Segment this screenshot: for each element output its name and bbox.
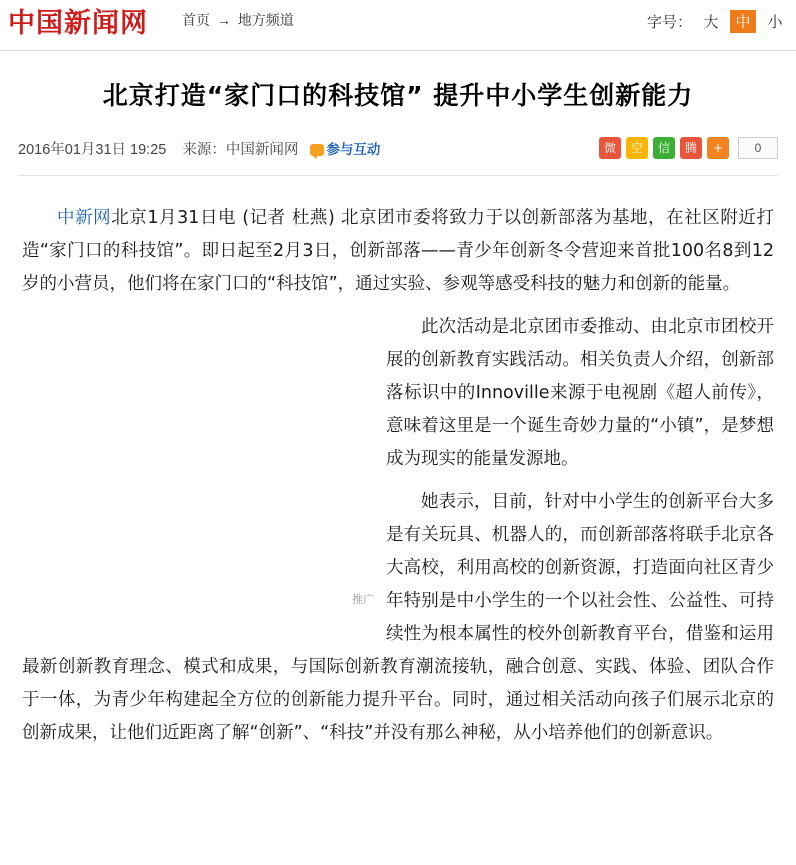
advertisement-block[interactable] xyxy=(22,319,374,619)
breadcrumb-separator-icon: → xyxy=(216,12,231,28)
article-paragraph-1 xyxy=(22,202,774,301)
page-title: 北京打造“家门口的科技馆” 提升中小学生创新能力 xyxy=(102,81,694,110)
join-interaction-link[interactable] xyxy=(310,139,380,161)
font-size-switcher xyxy=(647,10,788,33)
source-label: 来源： xyxy=(182,142,226,158)
site-logo[interactable]: 中国新闻网 xyxy=(8,8,148,39)
share-count[interactable]: 0 xyxy=(738,137,778,159)
font-size-medium-button[interactable]: 中 xyxy=(730,10,756,33)
share-bar xyxy=(599,137,778,159)
publish-date: 2016年01月31日 19:25 xyxy=(18,142,167,158)
join-interaction-label: 参与互动 xyxy=(326,142,381,157)
qzone-icon[interactable]: 空 xyxy=(626,137,648,159)
article-meta-bar xyxy=(18,137,778,176)
site-header xyxy=(0,0,796,51)
breadcrumb-current[interactable]: 地方频道 xyxy=(237,12,294,28)
ad-label: 推广 xyxy=(352,594,374,606)
wechat-icon[interactable]: 信 xyxy=(653,137,675,159)
article-paragraph-1-text: 北京1月31日电 (记者 杜燕) 北京团市委将致力于以创新部落为基地，在社区附近打造“家门口的科技馆”。即日起至2月3日，创新部落——青少年创新冬令营迎来首批100名8到12岁的小营员，他们将在家门口的“科技馆”，通过实验、参观等感受科技的魅力和创新的能量。 xyxy=(22,208,774,294)
breadcrumb-home[interactable]: 首页 xyxy=(182,12,210,28)
article-body xyxy=(22,202,774,760)
source-inline-link[interactable]: 中新网 xyxy=(57,208,112,228)
tencent-weibo-icon[interactable]: 腾 xyxy=(680,137,702,159)
font-size-large-button[interactable]: 大 xyxy=(703,14,719,31)
font-size-small-button[interactable]: 小 xyxy=(767,14,783,31)
source-name: 中国新闻网 xyxy=(225,142,299,158)
breadcrumb xyxy=(182,9,294,31)
sina-weibo-icon[interactable]: 微 xyxy=(599,137,621,159)
article-paragraph-2: 此次活动是北京团市委推动、由北京市团校开展的创新教育实践活动。相关负责人介绍，创新部落标识中的Innoville来源于电视剧《超人前传》，意味着这里是一个诞生奇妙力量的“小镇”，是梦想成为现实的能量发源地。 xyxy=(386,317,774,469)
article-paragraph-3: 她表示，目前，针对中小学生的创新平台大多是有关玩具、机器人的，而创新部落将联手北京各大高校，利用高校的创新资源，打造面向社区青少年特别是中小学生的一个以社会性、公益性、可持续性为根本属性的校外创新教育平台，借鉴和运用最新创新教育理念、模式和成果，与国际创新教育潮流接轨，融合创意、实践、体验、团队合作于一体，为青少年构建起全方位的创新能力提升平台。同时，通过相关活动向孩子们展示北京的创新成果，让他们近距离了解“创新”、“科技”并没有那么神秘，从小培养他们的创新意识。 xyxy=(22,492,774,743)
more-share-icon[interactable]: + xyxy=(707,137,729,159)
comment-bubble-icon xyxy=(310,144,324,156)
font-size-label: 字号： xyxy=(646,14,692,31)
article-meta-left xyxy=(18,139,380,161)
